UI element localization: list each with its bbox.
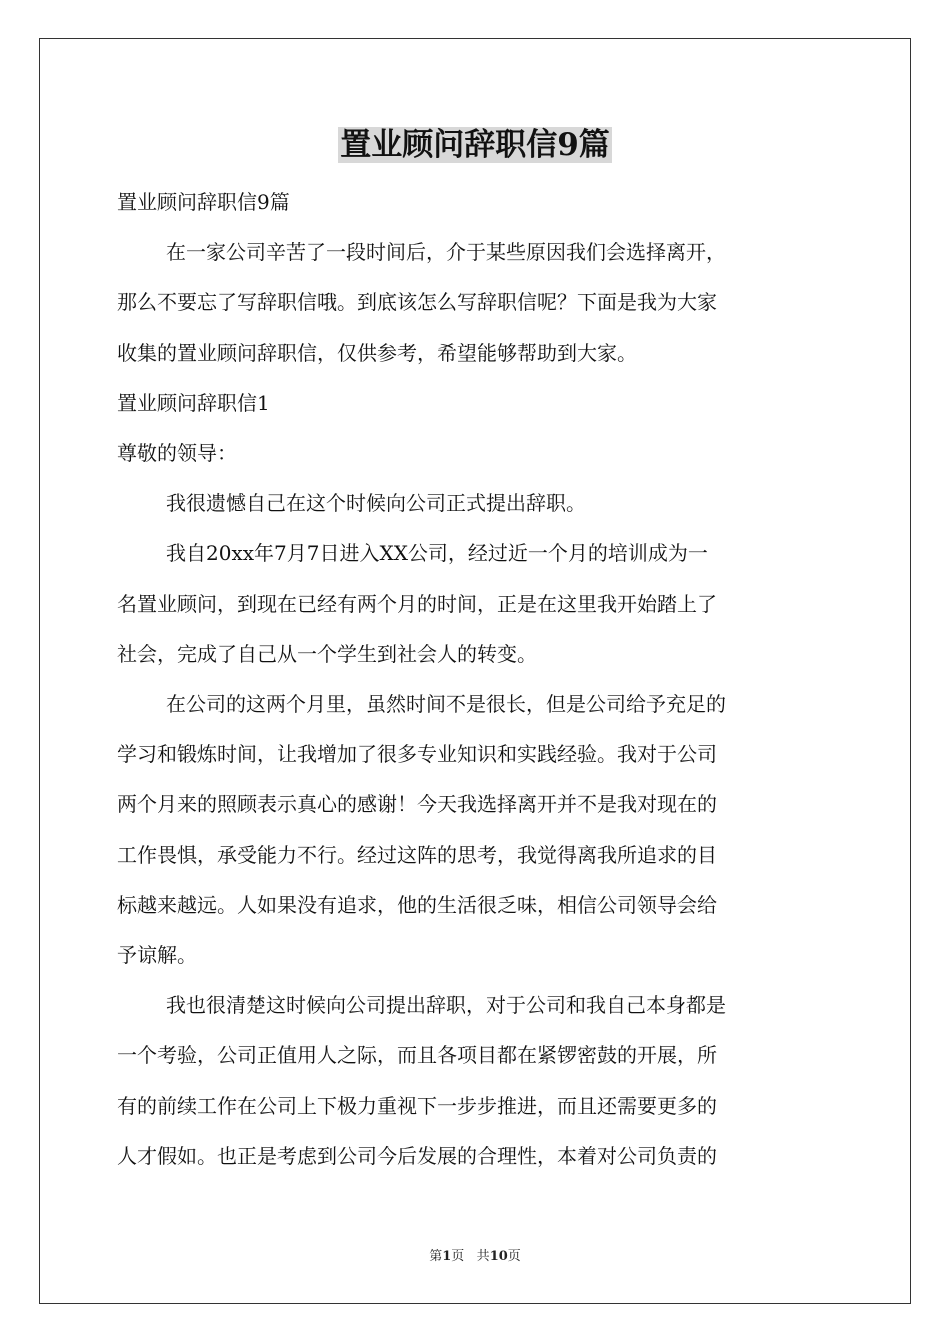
- text-line: 标越来越远。人如果没有追求，他的生活很乏味，相信公司领导会给: [117, 892, 717, 917]
- text-line: 一个考验，公司正值用人之际，而且各项目都在紧锣密鼓的开展，所: [117, 1043, 717, 1068]
- text-line: 尊敬的领导：: [117, 441, 237, 466]
- text-line: 予谅解。: [117, 943, 197, 968]
- footer-prefix: 第: [429, 1249, 443, 1264]
- text-line: 社会，完成了自己从一个学生到社会人的转变。: [117, 641, 537, 666]
- page-footer: [0, 1247, 950, 1267]
- footer-total-suffix: 页: [507, 1249, 521, 1264]
- document-title-text: 置业顾问辞职信9篇: [340, 127, 610, 163]
- text-line: 置业顾问辞职信1: [117, 390, 270, 415]
- text-line: 工作畏惧，承受能力不行。经过这阵的思考，我觉得离我所追求的目: [117, 842, 717, 867]
- text-line: 两个月来的照顾表示真心的感谢！今天我选择离开并不是我对现在的: [117, 792, 717, 817]
- text-line: 收集的置业顾问辞职信，仅供参考，希望能够帮助到大家。: [117, 340, 637, 365]
- text-line: 在一家公司辛苦了一段时间后，介于某些原因我们会选择离开，: [166, 240, 726, 265]
- text-line: 名置业顾问，到现在已经有两个月的时间，正是在这里我开始踏上了: [117, 591, 717, 616]
- text-line: 人才假如。也正是考虑到公司今后发展的合理性，本着对公司负责的: [117, 1143, 717, 1168]
- text-line: 我很遗憾自己在这个时候向公司正式提出辞职。: [166, 491, 586, 516]
- text-line: 我自20xx年7月7日进入XX公司，经过近一个月的培训成为一: [166, 541, 708, 566]
- footer-total-prefix: 共: [476, 1249, 490, 1264]
- text-line: 有的前续工作在公司上下极力重视下一步步推进，而且还需要更多的: [117, 1093, 717, 1118]
- footer-page-suffix: 页: [451, 1249, 465, 1264]
- text-line: 在公司的这两个月里，虽然时间不是很长，但是公司给予充足的: [166, 692, 726, 717]
- text-line: 那么不要忘了写辞职信哦。到底该怎么写辞职信呢？下面是我为大家: [117, 290, 717, 315]
- text-line: 学习和锻炼时间，让我增加了很多专业知识和实践经验。我对于公司: [117, 742, 717, 767]
- text-line: 我也很清楚这时候向公司提出辞职，对于公司和我自己本身都是: [166, 993, 726, 1018]
- text-line: 置业顾问辞职信9篇: [117, 190, 290, 214]
- document-title: [0, 122, 950, 168]
- footer-page-number: 1: [442, 1249, 452, 1264]
- footer-total-pages: 10: [489, 1249, 508, 1264]
- document-body: [117, 177, 833, 1181]
